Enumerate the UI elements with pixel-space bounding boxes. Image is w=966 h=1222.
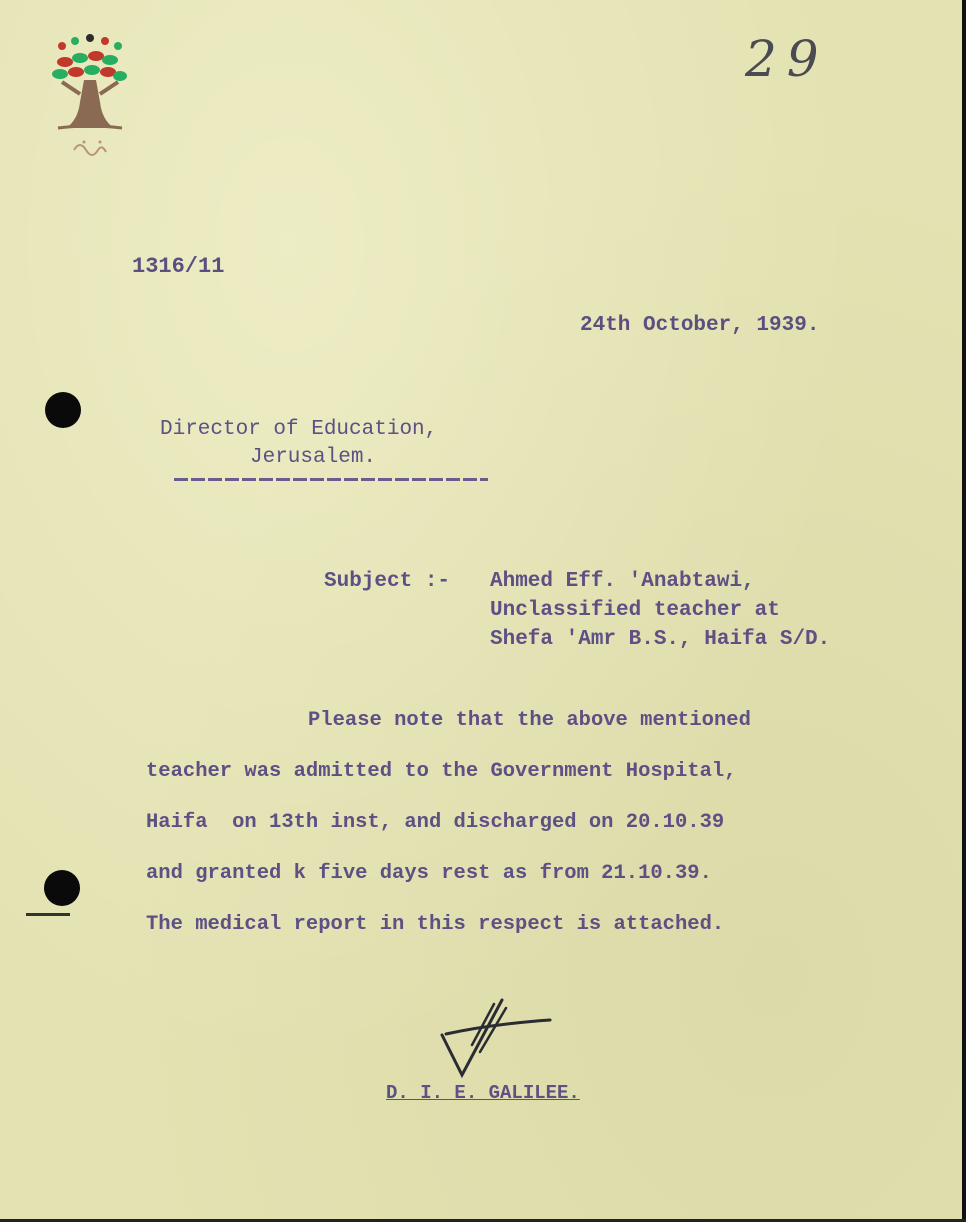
- subject-line-3: Shefa 'Amr B.S., Haifa S/D.: [490, 628, 831, 651]
- letter-body: [146, 695, 751, 950]
- punch-hole-top: [45, 392, 81, 428]
- subject-label: Subject :-: [324, 570, 451, 593]
- page-number: 29: [745, 30, 829, 88]
- addressee-line-1: Director of Education,: [160, 418, 438, 441]
- addressee-block: [160, 416, 437, 472]
- reference-number: 1316/11: [132, 254, 225, 279]
- punch-mark: [26, 913, 70, 916]
- handwritten-signature: [432, 990, 562, 1090]
- addressee-line-2: Jerusalem.: [250, 446, 377, 469]
- letter-date: 24th October, 1939.: [580, 314, 820, 337]
- tree-logo-icon: [40, 32, 150, 202]
- subject-line-1: Ahmed Eff. 'Anabtawi,: [490, 570, 755, 593]
- addressee-underline: [174, 478, 488, 481]
- body-line-3: Haifa on 13th inst, and discharged on 20.10.39: [146, 811, 725, 834]
- body-line-2: teacher was admitted to the Government Hospital,: [146, 760, 737, 783]
- body-line-5: The medical report in this respect is attached.: [146, 913, 725, 936]
- scan-edge-right: [962, 0, 966, 1222]
- subject-line-2: Unclassified teacher at: [490, 599, 780, 622]
- signer-title: D. I. E. GALILEE.: [386, 1082, 580, 1104]
- body-line-4: and granted k five days rest as from 21.10.39.: [146, 862, 712, 885]
- subject-block: [324, 567, 830, 654]
- body-line-1: Please note that the above mentioned: [308, 709, 751, 732]
- punch-hole-bottom: [44, 870, 80, 906]
